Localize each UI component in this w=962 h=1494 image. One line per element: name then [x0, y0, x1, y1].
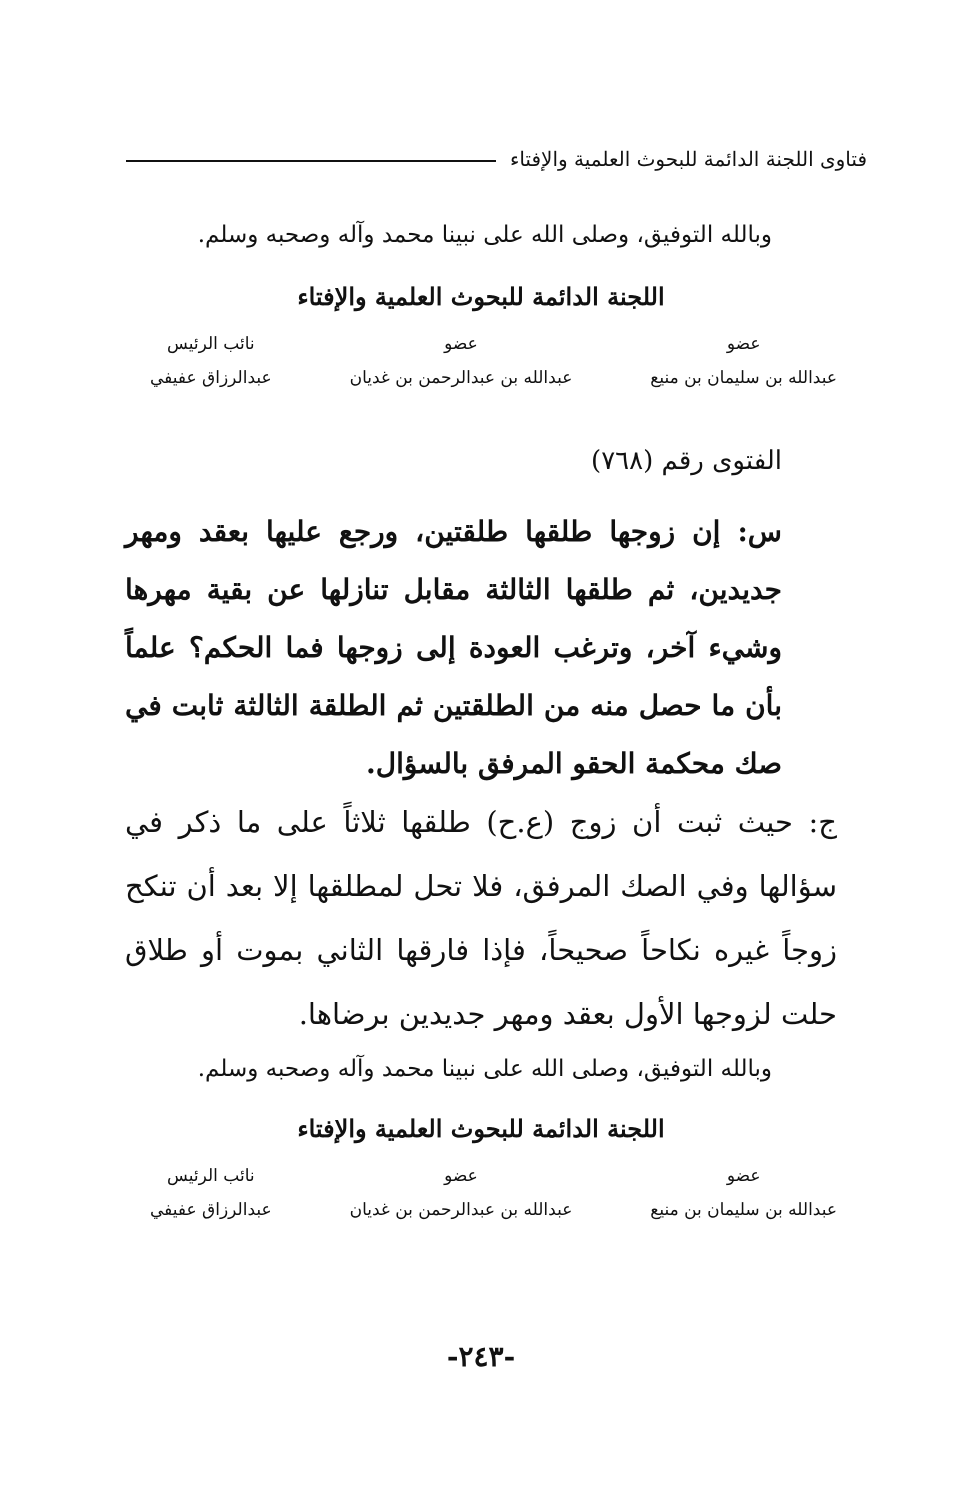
committee-name: اللجنة الدائمة للبحوث العلمية والإفتاء	[297, 282, 665, 311]
running-title: فتاوى اللجنة الدائمة للبحوث العلمية والإفتاء	[509, 147, 867, 171]
signatures	[150, 334, 837, 388]
signatory	[650, 1166, 837, 1220]
signatory	[150, 1166, 272, 1220]
closing-formula: وبالله التوفيق، وصلى الله على نبينا محمد وآله وصحبه وسلم.	[197, 1056, 772, 1082]
running-header	[126, 142, 867, 176]
signatory-name: عبدالرزاق عفيفي	[150, 1200, 272, 1220]
page-number: -٢٤٣-	[446, 1340, 516, 1373]
committee-name: اللجنة الدائمة للبحوث العلمية والإفتاء	[297, 1114, 665, 1143]
question-paragraph: س: إن زوجها طلقها طلقتين، ورجع عليها بعقد ومهر جديدين، ثم طلقها الثالثة مقابل تنازلها عن بقية مهرها وشيء آخر، وترغب العودة إلى زوجها فما الحكم؟ علماً بأن ما حصل منه من الطلقتين ثم الطلقة الثالثة ثابت في صك محكمة الحقو المرفق بالسؤال.	[125, 515, 782, 780]
signatory-role: عضو	[726, 334, 761, 354]
signatory	[150, 334, 272, 388]
signatory	[350, 1166, 573, 1220]
header-rule	[126, 160, 496, 162]
closing-formula: وبالله التوفيق، وصلى الله على نبينا محمد وآله وصحبه وسلم.	[197, 222, 772, 248]
signatory-role: عضو	[726, 1166, 761, 1186]
signatory-name: عبدالله بن سليمان بن منيع	[650, 368, 837, 388]
signatures	[150, 1166, 837, 1220]
signatory	[650, 334, 837, 388]
signatory-role: عضو	[444, 334, 478, 354]
signatory-name: عبدالرزاق عفيفي	[150, 368, 272, 388]
signatory-name: عبدالله بن عبدالرحمن بن غديان	[349, 368, 573, 388]
signatory-name: عبدالله بن عبدالرحمن بن غديان	[349, 1200, 573, 1220]
signatory	[350, 334, 573, 388]
answer-paragraph: ج: حيث ثبت أن زوج (ع.ح) طلقها ثلاثاً على ما ذكر في سؤالها وفي الصك المرفق، فلا تحل لمطلقها إلا بعد أن تنكح زوجاً غيره نكاحاً صحيحاً، فإذا فارقها الثاني بموت أو طلاق حلت لزوجها الأول بعقد ومهر جديدين برضاها.	[125, 805, 837, 1031]
signatory-role: عضو	[444, 1166, 478, 1186]
signatory-name: عبدالله بن سليمان بن منيع	[650, 1200, 837, 1220]
fatwa-number: الفتوى رقم (٧٦٨)	[591, 446, 782, 476]
signatory-role: نائب الرئيس	[167, 334, 255, 354]
signatory-role: نائب الرئيس	[167, 1166, 255, 1186]
